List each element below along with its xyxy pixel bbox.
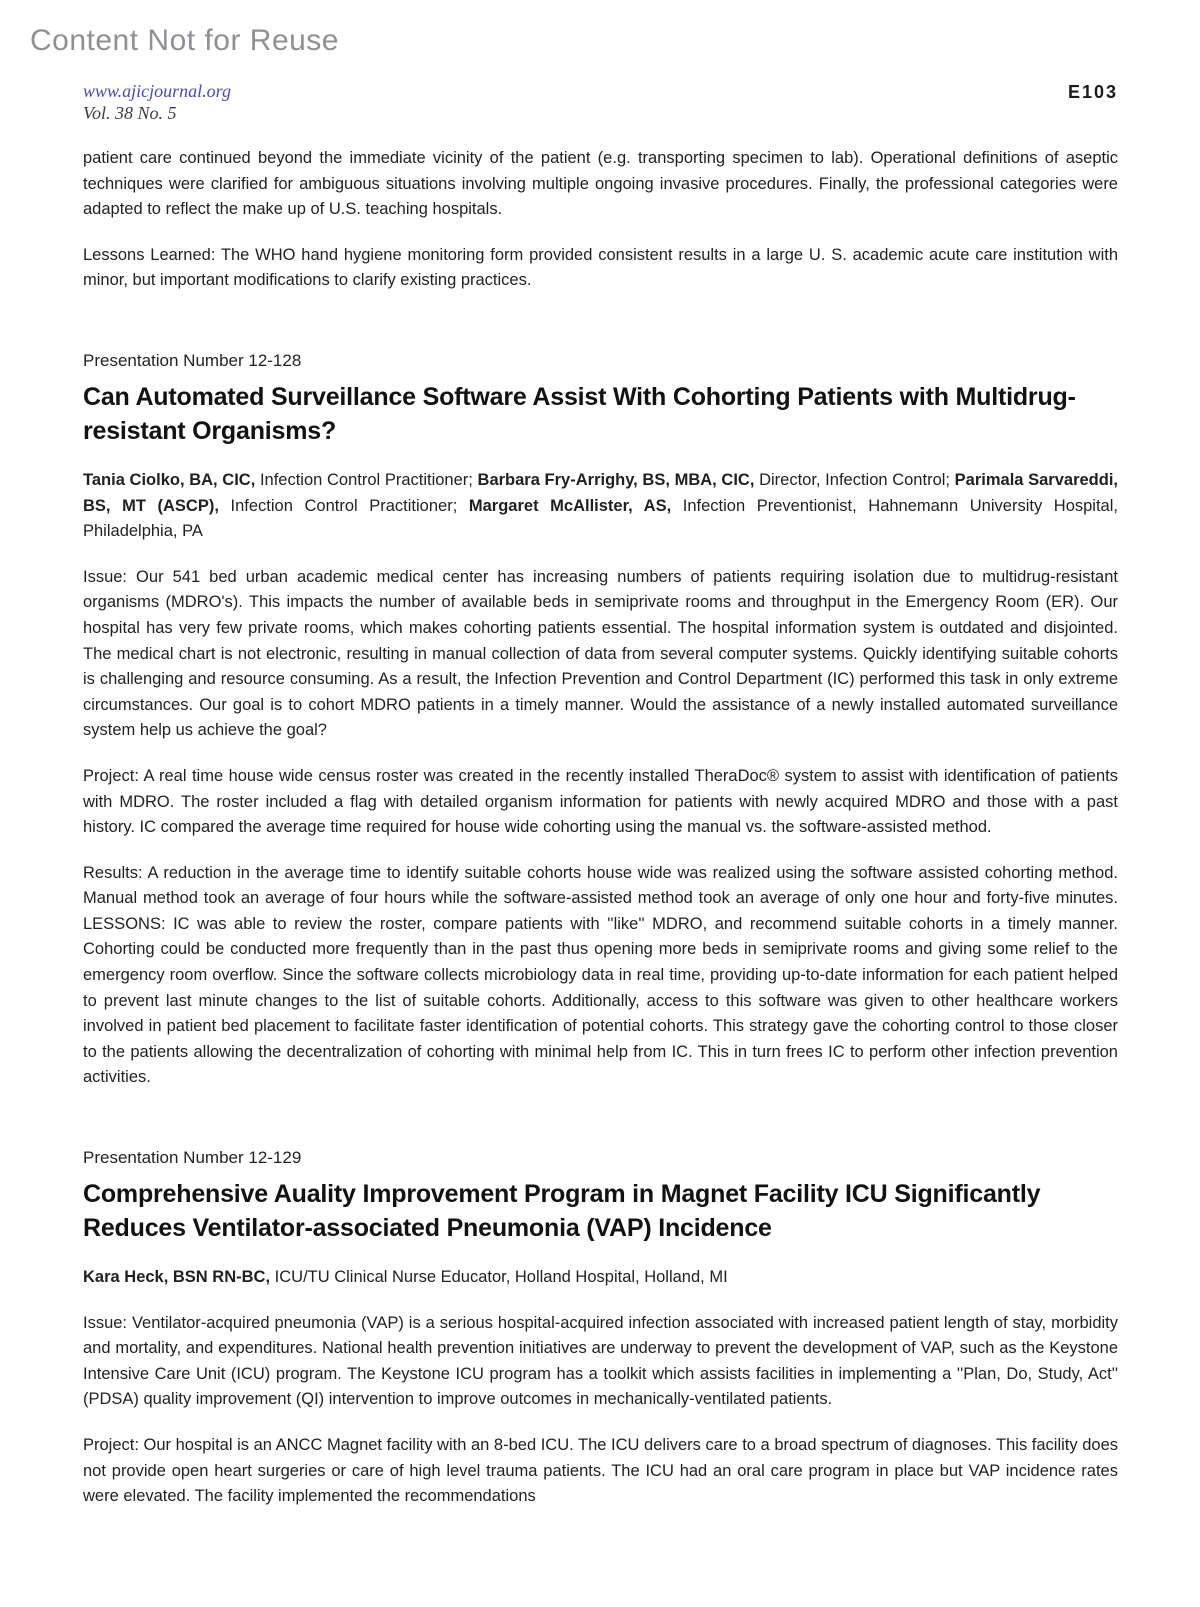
abstract-12-128	[83, 350, 1118, 1091]
page-content	[83, 146, 1118, 1510]
author-line-12-129: Kara Heck, BSN RN-BC, ICU/TU Clinical Nurse Educator, Holland Hospital, Holland, MI	[83, 1268, 728, 1287]
abstract-12-129	[83, 1147, 1118, 1510]
presentation-number-12-129: Presentation Number 12-129	[83, 1148, 302, 1168]
abstract-title-12-129: Comprehensive Auality Improvement Program in Magnet Facility ICU Significantly Reduces Ventilator-associated Pneumonia (VAP) Incidence	[83, 1180, 1041, 1243]
author-line-12-128: Tania Ciolko, BA, CIC, Infection Control Practitioner; Barbara Fry-Arrighy, BS, MBA, CIC, Director, Infection Control; Parimala Sarvareddi, BS, MT (ASCP), Infection Control Practitioner; Margaret McAllister, AS, Infection Preventionist, Hahnemann University Hospital, Philadelphia, PA	[83, 470, 1118, 541]
lessons-learned-paragraph: Lessons Learned: The WHO hand hygiene monitoring form provided consistent results in a large U. S. academic acute care institution with minor, but important modifications to clarify existing practices.	[83, 245, 1118, 290]
folio-page-number: E103	[1067, 82, 1118, 102]
project-paragraph-12-129: Project: Our hospital is an ANCC Magnet facility with an 8-bed ICU. The ICU delivers care to a broad spectrum of diagnoses. This facility does not provide open heart surgeries or care of high level trauma patients. The ICU had an oral care program in place but VAP incidence rates were elevated. The facility implemented the recommendations	[83, 1436, 1118, 1506]
issue-paragraph-12-129: Issue: Ventilator-acquired pneumonia (VAP) is a serious hospital-acquired infection associated with increased patient length of stay, morbidity and mortality, and expenditures. National health prevention initiatives are underway to prevent the development of VAP, such as the Keystone Intensive Care Unit (ICU) program. The Keystone ICU program has a toolkit which assists facilities in implementing a ''Plan, Do, Study, Act'' (PDSA) quality improvement (QI) intervention to improve outcomes in mechanically-ventilated patients.	[83, 1313, 1118, 1409]
intro-continuation-paragraph: patient care continued beyond the immediate vicinity of the patient (e.g. transporting specimen to lab). Operational definitions of aseptic techniques were clarified for ambiguous situations involving multiple ongoing invasive procedures. Finally, the professional categories were adapted to reflect the make up of U.S. teaching hospitals.	[83, 149, 1118, 219]
presentation-number-12-128: Presentation Number 12-128	[83, 350, 302, 370]
journal-url-link[interactable]: www.ajicjournal.org	[83, 81, 232, 101]
page-header	[83, 80, 1118, 124]
results-paragraph-12-128: Results: A reduction in the average time to identify suitable cohorts house wide was realized using the software assisted cohorting method. Manual method took an average of four hours while the software-assisted method took an average of only one hour and forty-five minutes. LESSONS: IC was able to review the roster, compare patients with ''like'' MDRO, and recommend suitable cohorts in a timely manner. Cohorting could be conducted more frequently than in the past thus opening more beds in semiprivate rooms and giving some relief to the emergency room overflow. Since the software collects microbiology data in real time, providing up-to-date information for each patient helped to prevent last minute changes to the list of suitable cohorts. Additionally, access to this software was given to other healthcare workers involved in patient bed placement to facilitate faster identification of potential cohorts. This strategy gave the cohorting control to those closer to the patients allowing the decentralization of cohorting with minimal help from IC. This in turn frees IC to perform other infection prevention activities.	[83, 863, 1118, 1087]
abstract-title-12-128: Can Automated Surveillance Software Assist With Cohorting Patients with Multidrug-resistant Organisms?	[83, 382, 1076, 445]
volume-issue-label: Vol. 38 No. 5	[83, 103, 177, 123]
header-left-block	[83, 80, 231, 124]
issue-paragraph-12-128: Issue: Our 541 bed urban academic medical center has increasing numbers of patients requiring isolation due to multidrug-resistant organisms (MDRO's). This impacts the number of available beds in semiprivate rooms and throughput in the Emergency Room (ER). Our hospital has very few private rooms, which makes cohorting patients essential. The hospital information system is outdated and disjointed. The medical chart is not electronic, resulting in manual collection of data from several computer systems. Quickly identifying suitable cohorts is challenging and resource consuming. As a result, the Infection Prevention and Control Department (IC) performed this task in only extreme circumstances. Our goal is to cohort MDRO patients in a timely manner. Would the assistance of a newly installed automated surveillance system help us achieve the goal?	[83, 567, 1118, 740]
content-not-for-reuse-watermark: Content Not for Reuse	[30, 24, 339, 57]
project-paragraph-12-128: Project: A real time house wide census roster was created in the recently installed TheraDoc® system to assist with identification of patients with MDRO. The roster included a flag with detailed organism information for patients with newly acquired MDRO and those with a past history. IC compared the average time required for house wide cohorting using the manual vs. the software-assisted method.	[83, 766, 1118, 837]
